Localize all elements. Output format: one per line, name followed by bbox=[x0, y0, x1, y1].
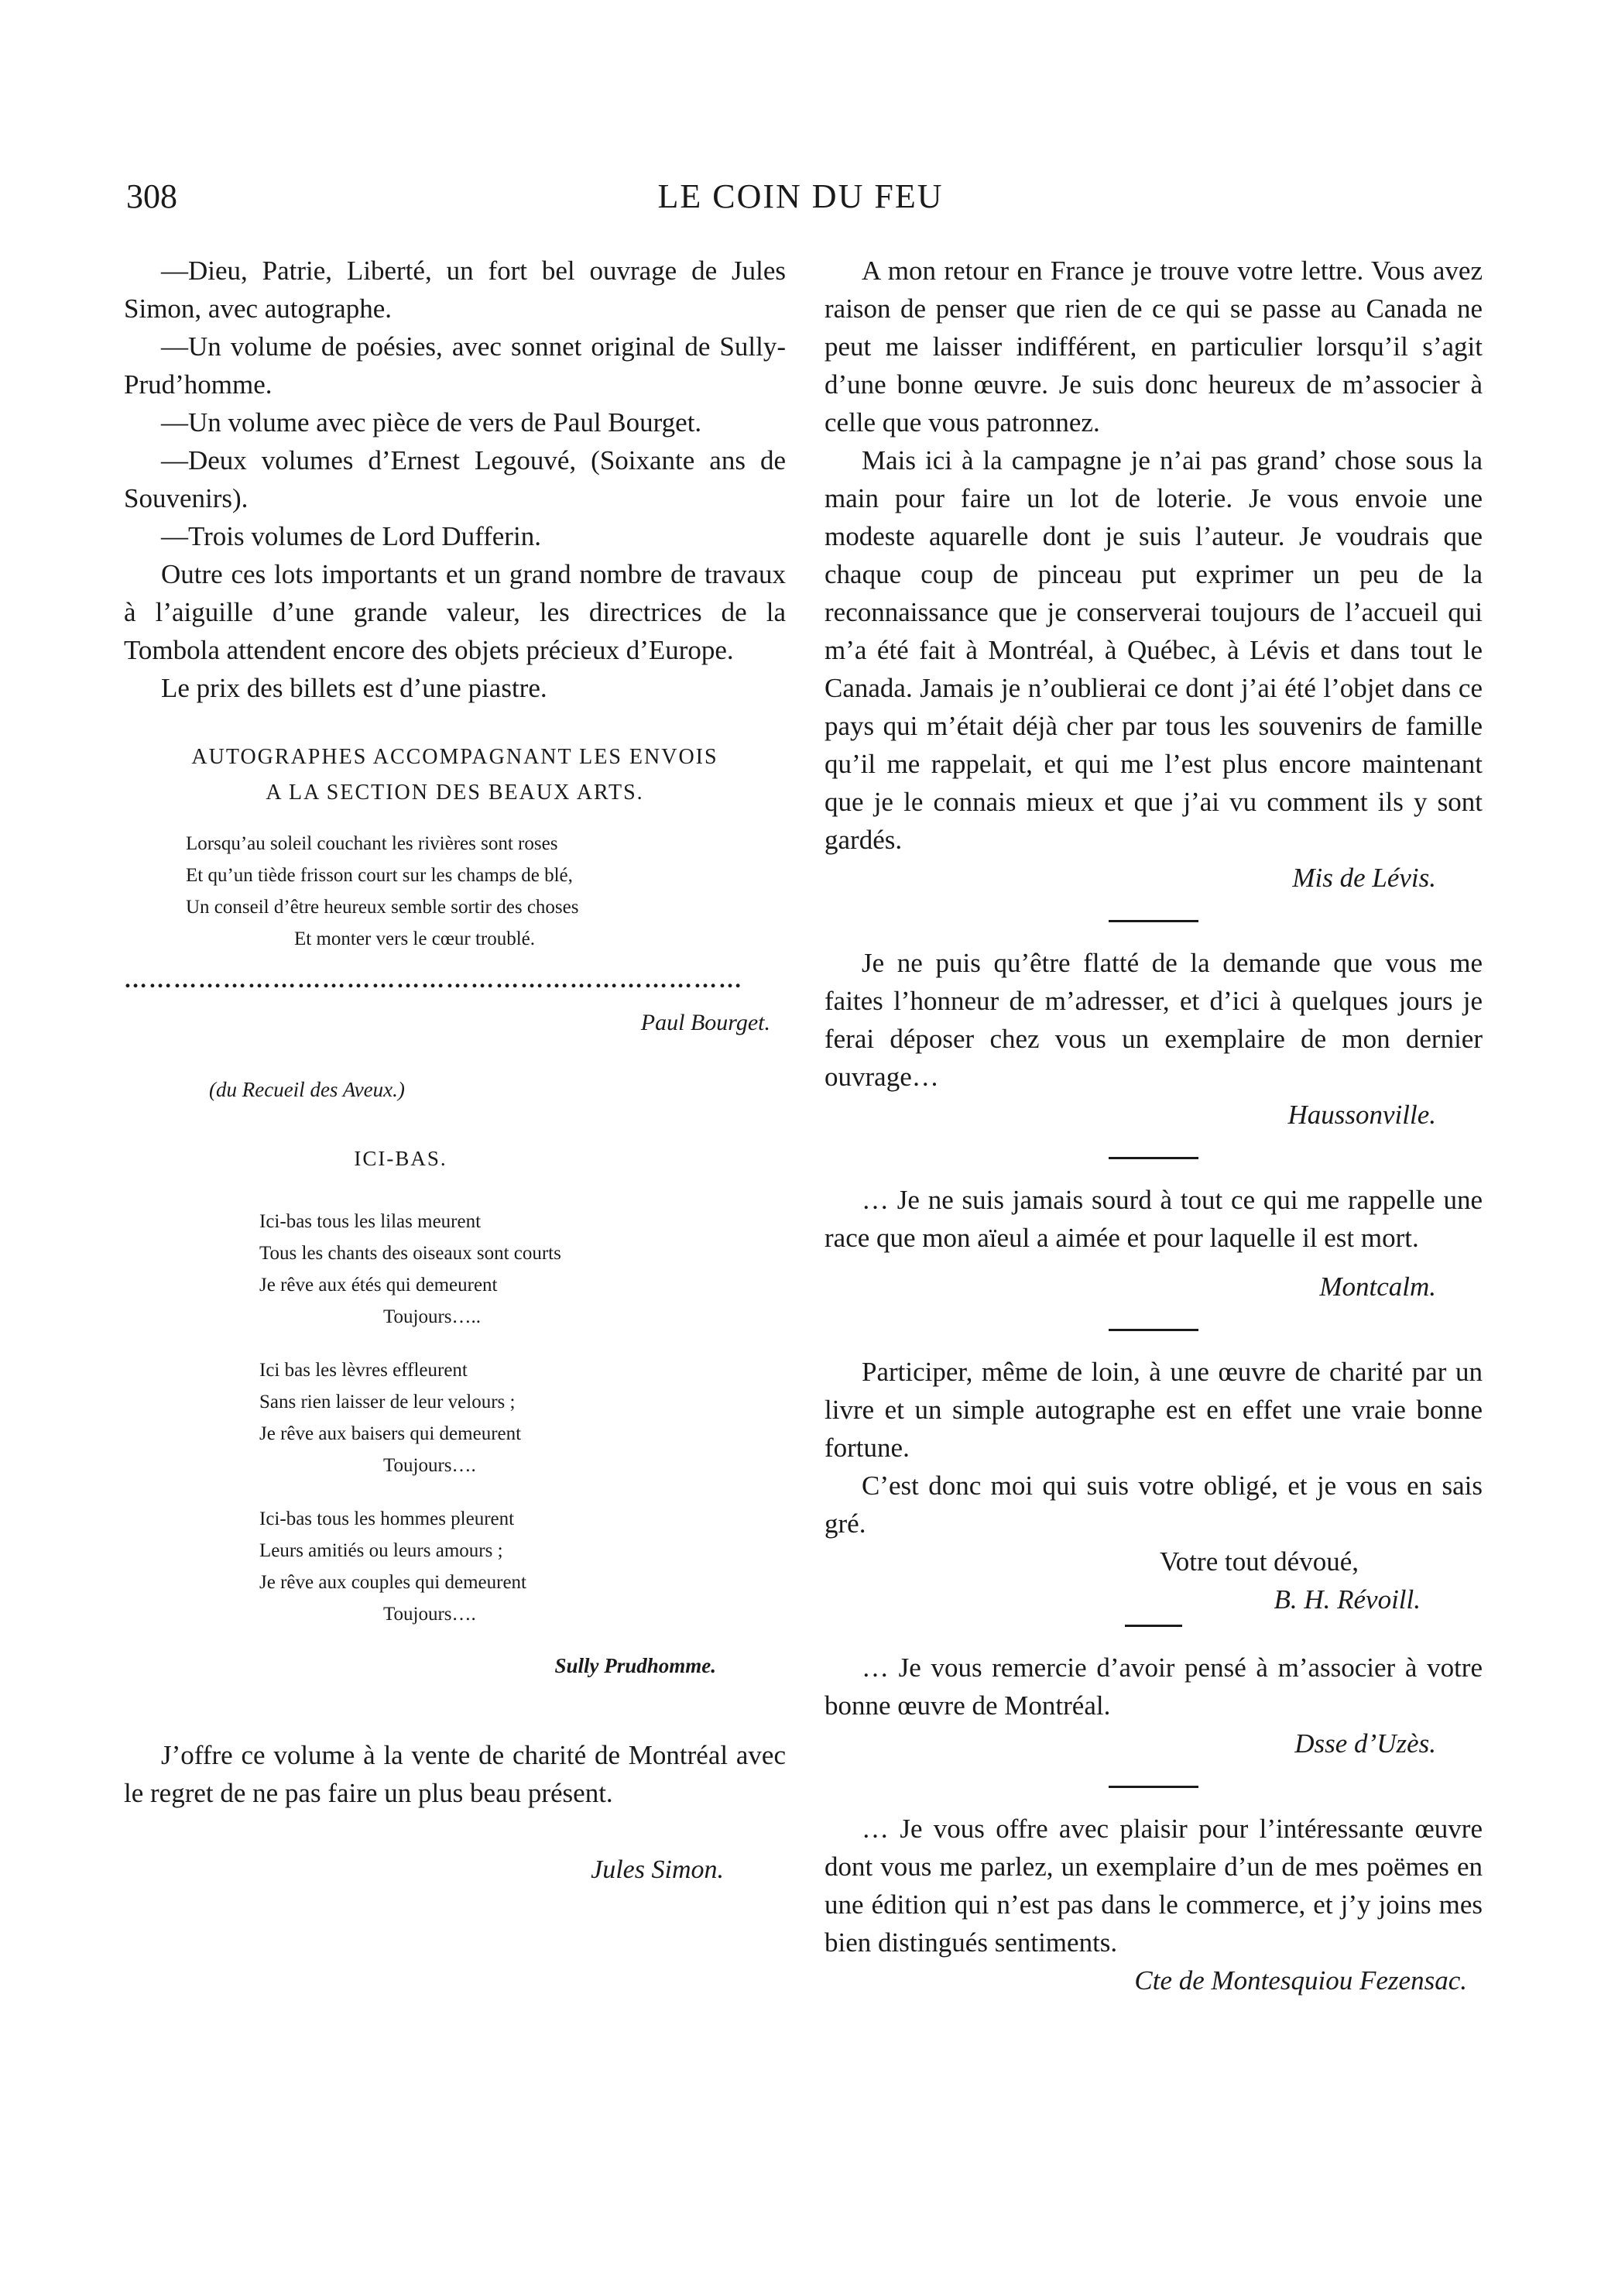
divider-rule bbox=[1109, 920, 1198, 922]
paragraph-levis-2: Mais ici à la campagne je n’ai pas grand’ chose sous la main pour faire un lot de loterie. Je vous envoie une modeste aquarelle dont je suis l’auteur. Je voudrais que chaque coup de pinceau put exprimer un peu de la reconnaissance que je conserverai toujours de l’accueil qui m’a été fait à Montréal, à Québec, à Lévis et dans tout le Canada. Jamais je n’oublierai ce dont j’ai été l’objet dans ce pays qui m’était déjà cher par tous les souvenirs de famille qu’il me rappelait, et qui me l’est plus encore maintenant que je le connais mieux et que j’ai vu comment ils y sont gardés. bbox=[824, 445, 1483, 855]
poem-title: ICI-BAS. bbox=[354, 1147, 447, 1170]
poem-line: Lorsqu’au soleil couchant les rivières sont roses bbox=[186, 833, 558, 854]
list-item-dufferin-volumes: —Trois volumes de Lord Dufferin. bbox=[161, 521, 541, 551]
stanza-1 bbox=[259, 1206, 786, 1333]
poem-line: Sans rien laisser de leur velours ; bbox=[259, 1392, 516, 1412]
source-note: (du Recueil des Aveux.) bbox=[209, 1078, 405, 1101]
list-item-bourget-volume: —Un volume avec pièce de vers de Paul Bourget. bbox=[161, 407, 702, 438]
poem-bourget bbox=[186, 828, 786, 955]
right-column bbox=[824, 252, 1483, 1999]
poem-line: Je rêve aux étés qui demeurent bbox=[259, 1275, 498, 1296]
signature-jules-simon: Jules Simon. bbox=[591, 1855, 724, 1884]
poem-refrain: Toujours…. bbox=[383, 1455, 476, 1476]
poem-line: Ici bas les lèvres effleurent bbox=[259, 1360, 468, 1381]
paragraph-outre: Outre ces lots importants et un grand nombre de travaux à l’aiguille d’une grande valeur, les directrices de la Tombola attendent encore des objets précieux d’Europe. bbox=[124, 559, 786, 665]
section-heading-line-2: A LA SECTION DES BEAUX ARTS. bbox=[266, 781, 644, 805]
list-item-dieu-patrie: —Dieu, Patrie, Liberté, un fort bel ouvrage de Jules Simon, avec autographe. bbox=[124, 256, 786, 324]
paragraph-uzes: … Je vous remercie d’avoir pensé à m’associer à votre bonne œuvre de Montréal. bbox=[824, 1653, 1483, 1721]
section-heading-line-1: AUTOGRAPHES ACCOMPAGNANT LES ENVOIS bbox=[191, 745, 718, 769]
poem-line: Ici-bas tous les lilas meurent bbox=[259, 1211, 482, 1232]
signature-revoil: B. H. Révoill. bbox=[1274, 1584, 1421, 1615]
poem-line: Je rêve aux baisers qui demeurent bbox=[259, 1423, 522, 1444]
poem-line: Un conseil d’être heureux semble sortir des choses bbox=[186, 897, 579, 918]
poem-line: Tous les chants des oiseaux sont courts bbox=[259, 1243, 561, 1264]
poem-line: Et monter vers le cœur troublé. bbox=[294, 928, 536, 949]
divider-rule bbox=[1125, 1625, 1182, 1627]
poem-line: Leurs amitiés ou leurs amours ; bbox=[259, 1540, 503, 1561]
paragraph-montesquiou: … Je vous offre avec plaisir pour l’intéressante œuvre dont vous me parlez, un exemplaire d’un de mes poëmes en une édition qui n’est pas dans le commerce, et j’y joins mes bien distingués sentiments. bbox=[824, 1814, 1483, 1958]
divider-rule bbox=[1109, 1786, 1198, 1788]
signature-bourget: Paul Bourget. bbox=[640, 1010, 770, 1035]
poem-refrain: Toujours….. bbox=[383, 1306, 482, 1327]
signature-haussonville: Haussonville. bbox=[1287, 1100, 1436, 1130]
paragraph-revoil-1: Participer, même de loin, à une œuvre de charité par un livre et un simple autographe est en effet une vraie bonne fortune. bbox=[824, 1357, 1483, 1463]
poem-line: Ici-bas tous les hommes pleurent bbox=[259, 1508, 515, 1529]
signature-levis: Mis de Lévis. bbox=[1292, 863, 1436, 893]
section-heading bbox=[124, 740, 786, 811]
poem-refrain: Toujours…. bbox=[383, 1604, 476, 1625]
stanza-3 bbox=[259, 1503, 786, 1630]
paragraph-haussonville: Je ne puis qu’être flatté de la demande que vous me faites l’honneur de m’adresser, et d’ici à quelques jours je ferai déposer chez vous un exemplaire de mon dernier ouvrage… bbox=[824, 948, 1483, 1092]
dotted-separator: ………………………………………………………………… bbox=[124, 967, 743, 993]
left-column bbox=[124, 252, 786, 1889]
paragraph-levis-1: A mon retour en France je trouve votre lettre. Vous avez raison de penser que rien de ce qui se passe au Canada ne peut me laisser indifférent, en particulier lorsqu’il s’agit d’une bonne œuvre. Je suis donc heureux de m’associer à celle que vous patronnez. bbox=[824, 256, 1483, 438]
list-item-sully-volume: —Un volume de poésies, avec sonnet original de Sully-Prud’homme. bbox=[124, 331, 786, 400]
list-item-legouve-volumes: —Deux volumes d’Ernest Legouvé, (Soixante ans de Souvenirs). bbox=[124, 445, 786, 513]
signature-sully-prudhomme: Sully Prudhomme. bbox=[554, 1654, 716, 1677]
page-number: 308 bbox=[126, 177, 177, 215]
page-header bbox=[0, 177, 1601, 223]
running-title: LE COIN DU FEU bbox=[657, 177, 944, 215]
poem-line: Je rêve aux couples qui demeurent bbox=[259, 1572, 527, 1593]
stanza-2 bbox=[259, 1354, 786, 1481]
paragraph-prix: Le prix des billets est d’une piastre. bbox=[161, 673, 547, 703]
paragraph-simon: J’offre ce volume à la vente de charité de Montréal avec le regret de ne pas faire un plus beau présent. bbox=[124, 1740, 786, 1808]
signature-montesquiou: Cte de Montesquiou Fezensac. bbox=[1134, 1965, 1467, 1996]
closing-formula: Votre tout dévoué, bbox=[1160, 1546, 1359, 1577]
poem-line: Et qu’un tiède frisson court sur les champs de blé, bbox=[186, 865, 573, 886]
paragraph-montcalm: … Je ne suis jamais sourd à tout ce qui me rappelle une race que mon aïeul a aimée et pour laquelle il est mort. bbox=[824, 1185, 1483, 1253]
divider-rule bbox=[1109, 1329, 1198, 1331]
signature-uzes: Dsse d’Uzès. bbox=[1294, 1728, 1436, 1759]
paragraph-revoil-2: C’est donc moi qui suis votre obligé, et je vous en sais gré. bbox=[824, 1471, 1483, 1539]
signature-montcalm: Montcalm. bbox=[1319, 1272, 1436, 1302]
divider-rule bbox=[1109, 1157, 1198, 1159]
